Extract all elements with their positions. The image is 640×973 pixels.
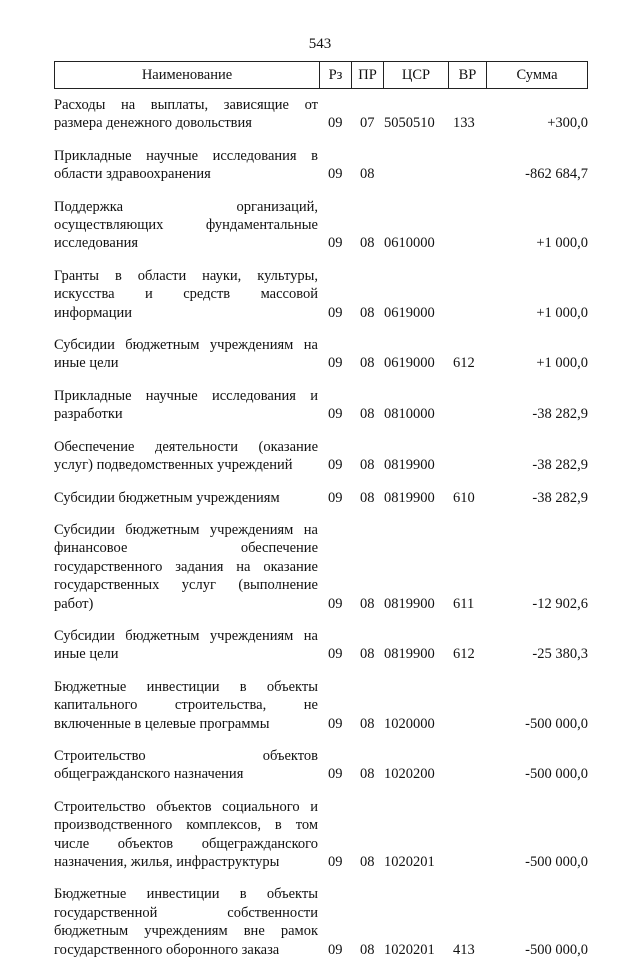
row-sum: +300,0 [547, 115, 588, 132]
row-name [54, 747, 318, 784]
row-vr: 612 [453, 646, 475, 663]
row-name-line: информации [54, 304, 132, 321]
row-sum: -25 380,3 [532, 646, 588, 663]
table-row [54, 198, 588, 253]
table-row [54, 387, 588, 424]
row-name-line: назначения, жилья, инфраструктуры [54, 854, 280, 870]
row-name-line: искусства и средств массовой [54, 286, 318, 303]
row-name-line: Субсидии бюджетным учреждениям на [54, 521, 318, 538]
row-name-line: осуществляющих фундаментальные [54, 217, 318, 234]
header-rz: Рз [319, 62, 351, 88]
row-sum: -862 684,7 [525, 166, 588, 183]
row-csr: 5050510 [384, 115, 435, 132]
row-name-line: государственной собственности [54, 904, 318, 921]
table-row [54, 885, 588, 959]
row-name-line: иные цели [54, 355, 119, 372]
row-vr: 612 [453, 355, 475, 372]
row-csr: 0619000 [384, 304, 435, 321]
row-name-line: разработки [54, 406, 123, 423]
row-csr: 1020201 [384, 854, 435, 870]
row-csr: 0810000 [384, 406, 435, 423]
row-name-line: иные цели [54, 646, 119, 663]
row-csr: 0610000 [384, 235, 435, 252]
row-pr: 08 [360, 457, 375, 474]
header-vr: ВР [448, 62, 486, 88]
row-pr: 07 [360, 115, 375, 132]
page-number: 543 [308, 36, 332, 52]
row-name [54, 147, 318, 184]
row-rz: 09 [328, 766, 343, 783]
row-name-line: Расходы на выплаты, зависящие от [54, 97, 318, 113]
row-sum: -12 902,6 [532, 595, 588, 612]
row-csr: 1020201 [384, 941, 435, 958]
row-sum: +1 000,0 [536, 304, 588, 321]
row-csr: 0819900 [384, 457, 435, 474]
row-rz: 09 [328, 406, 343, 423]
row-name-line: бюджетным учреждениям вне рамок [54, 923, 318, 940]
table-body [54, 96, 588, 973]
row-pr: 08 [360, 941, 375, 958]
header-sum: Сумма [486, 62, 587, 88]
table-row [54, 678, 588, 733]
row-rz: 09 [328, 646, 343, 663]
table-row [54, 267, 588, 322]
row-rz: 09 [328, 166, 343, 183]
row-name-line: включенные в целевые программы [54, 715, 270, 732]
header-csr: ЦСР [383, 62, 448, 88]
row-name [54, 885, 318, 959]
row-sum: -38 282,9 [532, 489, 588, 506]
row-rz: 09 [328, 489, 343, 506]
row-name-line: Поддержка организаций, [54, 198, 318, 215]
row-pr: 08 [360, 166, 375, 183]
row-csr: 0819900 [384, 646, 435, 663]
row-csr: 0819900 [384, 595, 435, 612]
row-name-line: Бюджетные инвестиции в объекты [54, 886, 318, 903]
row-name-line: капитального строительства, не [54, 697, 318, 714]
header-name: Наименование [141, 67, 233, 83]
row-name-line: услуг) подведомственных учреждений [54, 457, 293, 474]
row-name-line: Прикладные научные исследования и [54, 387, 318, 404]
row-rz: 09 [328, 854, 343, 870]
row-name-line: Строительство объектов [54, 747, 318, 764]
row-pr: 08 [360, 235, 375, 252]
row-pr: 08 [360, 489, 375, 506]
row-pr: 08 [360, 406, 375, 423]
row-vr: 611 [453, 595, 475, 612]
row-pr: 08 [360, 646, 375, 663]
row-name [54, 798, 318, 872]
row-name-line: Обеспечение деятельности (оказание [54, 438, 318, 455]
row-vr: 133 [453, 115, 475, 132]
row-name [54, 336, 318, 373]
table-row [54, 521, 588, 613]
table-row [54, 438, 588, 475]
row-sum: -38 282,9 [532, 457, 588, 474]
row-name [54, 267, 318, 322]
row-rz: 09 [328, 355, 343, 372]
row-rz: 09 [328, 595, 343, 612]
row-name-line: работ) [54, 595, 94, 612]
row-name [54, 678, 318, 733]
row-csr: 0619000 [384, 355, 435, 372]
row-sum: +1 000,0 [536, 355, 588, 372]
row-sum: -500 000,0 [525, 941, 588, 958]
row-name-line: исследования [54, 235, 139, 252]
row-sum: +1 000,0 [536, 235, 588, 252]
row-csr: 0819900 [384, 489, 435, 506]
row-name-line: государственного оборонного заказа [54, 941, 280, 958]
row-name-line: государственных услуг (выполнение [54, 577, 318, 594]
table-row [54, 798, 588, 872]
row-pr: 08 [360, 304, 375, 321]
row-csr: 1020000 [384, 715, 435, 732]
row-sum: -500 000,0 [525, 715, 588, 732]
row-sum: -500 000,0 [525, 766, 588, 783]
row-pr: 08 [360, 355, 375, 372]
row-rz: 09 [328, 457, 343, 474]
row-name [54, 387, 318, 424]
row-rz: 09 [328, 941, 343, 958]
row-csr: 1020200 [384, 766, 435, 783]
row-name-line: Прикладные научные исследования в [54, 147, 318, 164]
row-pr: 08 [360, 854, 375, 870]
header-pr: ПР [351, 62, 383, 88]
row-name [54, 438, 318, 475]
table-row [54, 627, 588, 664]
row-name-line: Субсидии бюджетным учреждениям на [54, 627, 318, 644]
row-sum: -500 000,0 [525, 854, 588, 870]
row-name-line: Субсидии бюджетным учреждениям [54, 489, 280, 506]
row-name-line: общегражданского назначения [54, 766, 244, 783]
row-name [54, 96, 318, 133]
row-name-line: финансовое обеспечение [54, 540, 318, 557]
row-name-line: Гранты в области науки, культуры, [54, 267, 318, 284]
row-name [54, 198, 318, 253]
row-pr: 08 [360, 595, 375, 612]
row-rz: 09 [328, 235, 343, 252]
row-pr: 08 [360, 766, 375, 783]
table-header [54, 61, 588, 89]
row-name [54, 489, 318, 507]
table-row [54, 489, 588, 507]
row-vr: 610 [453, 489, 475, 506]
row-name-line: числе объектов общегражданского [54, 835, 318, 852]
row-name [54, 627, 318, 664]
row-vr: 413 [453, 941, 475, 958]
row-name-line: Бюджетные инвестиции в объекты [54, 678, 318, 695]
row-rz: 09 [328, 715, 343, 732]
row-name-line: государственного задания на оказание [54, 558, 318, 575]
row-name-line: размера денежного довольствия [54, 115, 252, 132]
row-name [54, 521, 318, 613]
row-pr: 08 [360, 715, 375, 732]
row-rz: 09 [328, 115, 343, 132]
row-name-line: области здравоохранения [54, 166, 211, 183]
table-row [54, 336, 588, 373]
row-name-line: Строительство объектов социального и [54, 798, 318, 815]
table-row [54, 147, 588, 184]
row-name-line: Субсидии бюджетным учреждениям на [54, 337, 318, 354]
table-row [54, 747, 588, 784]
row-sum: -38 282,9 [532, 406, 588, 423]
row-rz: 09 [328, 304, 343, 321]
table-row [54, 96, 588, 133]
row-name-line: производственного комплексов, в том [54, 817, 318, 834]
